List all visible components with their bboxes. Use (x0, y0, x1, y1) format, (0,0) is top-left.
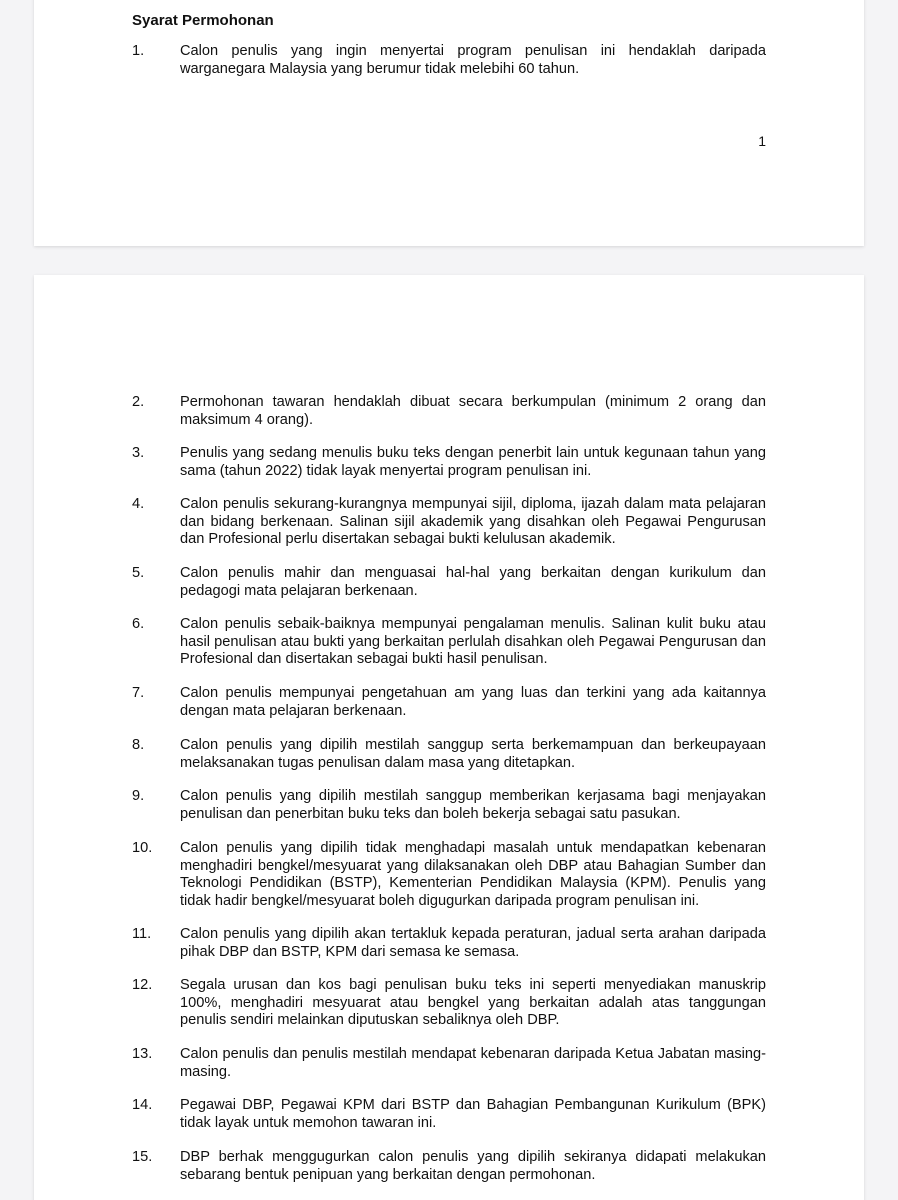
list-item (132, 840, 766, 910)
list-item (132, 565, 766, 600)
list-item-number: 14. (132, 1097, 153, 1113)
list-item (132, 926, 766, 961)
list-item (132, 496, 766, 549)
document-page-1 (34, 0, 864, 246)
list-item-text: Calon penulis yang dipilih akan tertakluk kepada peraturan, jadual serta arahan daripada pihak DBP dan BSTP, KPM dari semasa ke semasa. (180, 926, 766, 960)
list-item-number: 13. (132, 1046, 153, 1062)
list-item-text: Calon penulis yang dipilih mestilah sanggup memberikan kerjasama bagi menjayakan penulisan dan penerbitan buku teks dan boleh bekerja sebagai satu pasukan. (180, 788, 766, 822)
list-item-number: 12. (132, 977, 153, 993)
list-item-text: Permohonan tawaran hendaklah dibuat secara berkumpulan (minimum 2 orang dan maksimum 4 orang). (180, 394, 766, 428)
list-item (132, 394, 766, 429)
list-item (132, 977, 766, 1030)
page-number: 1 (758, 133, 766, 149)
list-item-number: 1. (132, 43, 145, 59)
list-item (132, 1149, 766, 1184)
list-item-text: Calon penulis mempunyai pengetahuan am yang luas dan terkini yang ada kaitannya dengan mata pelajaran berkenaan. (180, 685, 766, 719)
list-item-number: 9. (132, 788, 145, 804)
list-item (132, 1097, 766, 1132)
list-item-text: Penulis yang sedang menulis buku teks dengan penerbit lain untuk kegunaan tahun yang sama (tahun 2022) tidak layak menyertai program penulisan ini. (180, 445, 766, 479)
list-item-number: 15. (132, 1149, 153, 1165)
list-item-text: Calon penulis mahir dan menguasai hal-hal yang berkaitan dengan kurikulum dan pedagogi mata pelajaran berkenaan. (180, 565, 766, 599)
list-item-text: Calon penulis sebaik-baiknya mempunyai pengalaman menulis. Salinan kulit buku atau hasil penulisan atau bukti yang berkaitan perlulah disahkan oleh Pegawai Pengurusan dan Profesional dan disertakan sebagai bukti hasil penulisan. (180, 616, 766, 667)
list-item-number: 4. (132, 496, 145, 512)
list-item-number: 2. (132, 394, 145, 410)
list-item-number: 7. (132, 685, 145, 701)
list-item (132, 445, 766, 480)
list-item-number: 6. (132, 616, 145, 632)
list-item (132, 788, 766, 823)
list-item-text: Calon penulis sekurang-kurangnya mempunyai sijil, diploma, ijazah dalam mata pelajaran dan bidang berkenaan. Salinan sijil akademik yang disahkan oleh Pegawai Pengurusan dan Profesional perlu disertakan sebagai bukti kelulusan akademik. (180, 496, 766, 547)
list-item (132, 43, 766, 78)
list-item (132, 1046, 766, 1081)
list-item-number: 5. (132, 565, 145, 581)
list-item-text: Calon penulis dan penulis mestilah mendapat kebenaran daripada Ketua Jabatan masing-masing. (180, 1046, 766, 1080)
list-item-number: 8. (132, 737, 145, 753)
document-page-2 (34, 275, 864, 1200)
list-item (132, 616, 766, 669)
list-item-text: Calon penulis yang ingin menyertai program penulisan ini hendaklah daripada warganegara Malaysia yang berumur tidak melebihi 60 tahun. (180, 43, 766, 77)
section-heading: Syarat Permohonan (132, 12, 274, 29)
list-item-text: DBP berhak menggugurkan calon penulis yang dipilih sekiranya didapati melakukan sebarang bentuk penipuan yang berkaitan dengan permohonan. (180, 1149, 766, 1183)
list-item-text: Calon penulis yang dipilih mestilah sanggup serta berkemampuan dan berkeupayaan melaksanakan tugas penulisan dalam masa yang ditetapkan. (180, 737, 766, 771)
list-item-text: Pegawai DBP, Pegawai KPM dari BSTP dan Bahagian Pembangunan Kurikulum (BPK) tidak layak untuk memohon tawaran ini. (180, 1097, 766, 1131)
list-item-number: 11. (132, 926, 152, 942)
list-item (132, 737, 766, 772)
list-item (132, 685, 766, 720)
list-item-number: 10. (132, 840, 153, 856)
list-item-text: Calon penulis yang dipilih tidak menghadapi masalah untuk mendapatkan kebenaran menghadiri bengkel/mesyuarat yang dilaksanakan oleh DBP atau Bahagian Sumber dan Teknologi Pendidikan (BSTP), Kementerian Pendidikan Malaysia (KPM). Penulis yang tidak hadir bengkel/mesyuarat boleh digugurkan daripada program penulisan ini. (180, 840, 766, 909)
list-item-number: 3. (132, 445, 145, 461)
list-item-text: Segala urusan dan kos bagi penulisan buku teks ini seperti menyediakan manuskrip 100%, menghadiri mesyuarat atau bengkel yang berkaitan adalah atas tanggungan penulis sendiri melainkan diputuskan sebaliknya oleh DBP. (180, 977, 766, 1028)
